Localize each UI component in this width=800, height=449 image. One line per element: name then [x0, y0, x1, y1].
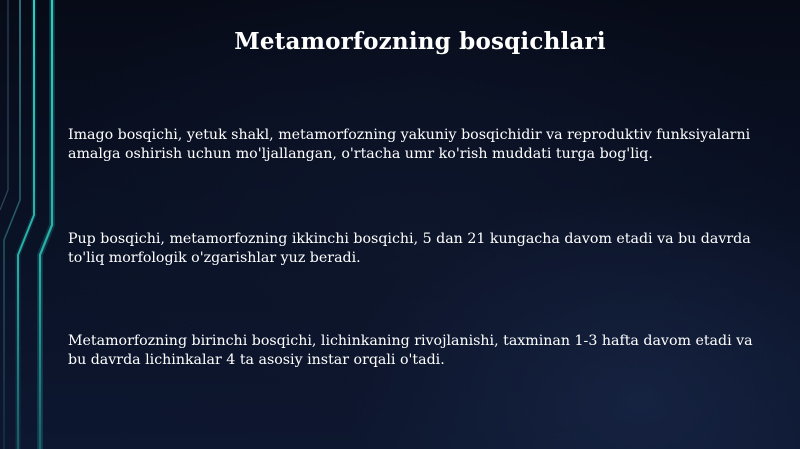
decorative-circuit-lines: [0, 0, 80, 449]
paragraph-imago: Imago bosqichi, yetuk shakl, metamorfozning yakuniy bosqichidir va reproduktiv funksiyalarni amalga oshirish uchun mo'ljallangan, o'rtacha umr ko'rish muddati turga bog'liq.: [68, 127, 751, 162]
paragraph-larva: Metamorfozning birinchi bosqichi, lichinkaning rivojlanishi, taxminan 1-3 hafta davom etadi va bu davrda lichinkalar 4 ta asosiy instar orqali o'tadi.: [68, 333, 753, 368]
paragraph-pup: Pup bosqichi, metamorfozning ikkinchi bosqichi, 5 dan 21 kungacha davom etadi va bu davrda to'liq morfologik o'zgarishlar yuz beradi.: [68, 231, 751, 266]
slide-title: Metamorfozning bosqichlari: [234, 28, 606, 55]
